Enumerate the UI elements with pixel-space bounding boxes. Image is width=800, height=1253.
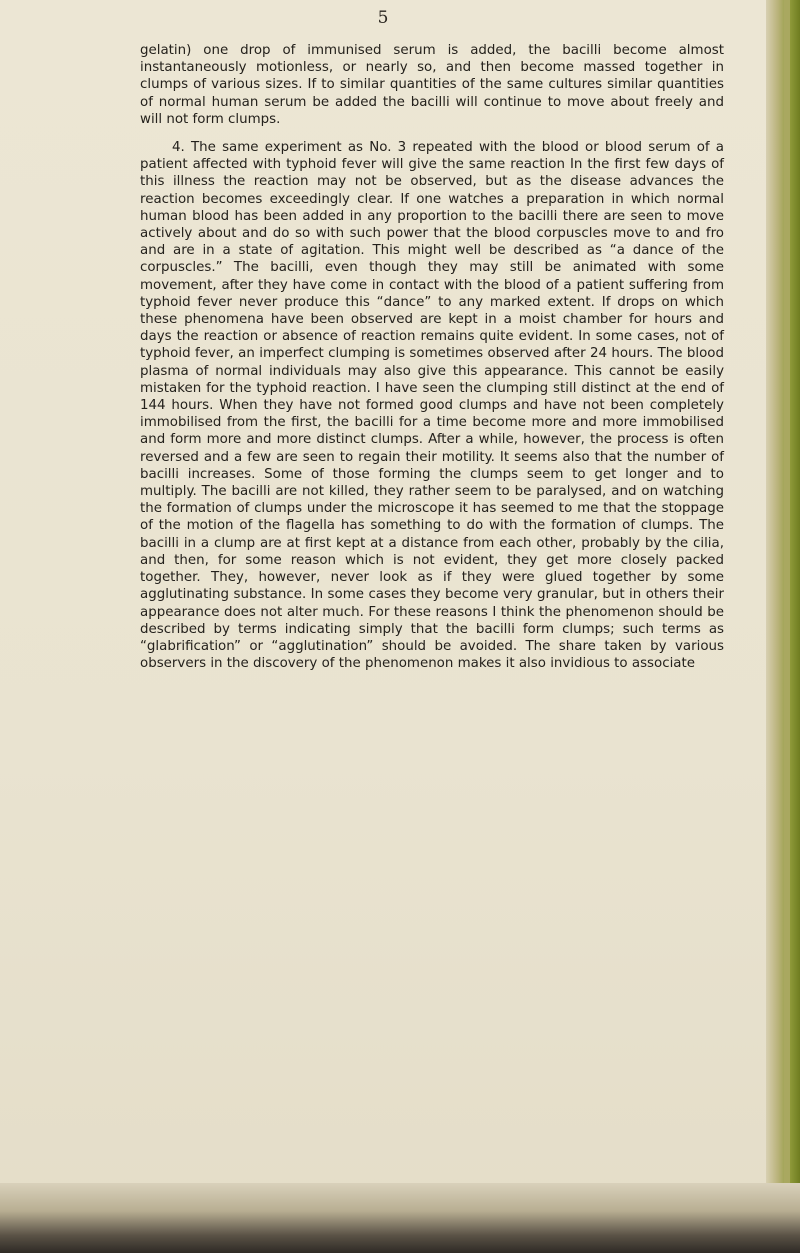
- page-edge-stripe: [784, 0, 790, 1253]
- paragraph-continuation: gelatin) one drop of immunised serum is added, the bacilli become almost instantaneously motionless, or nearly so, and then become massed together in clumps of various sizes. If to similar quantities of the same cultures similar quantities of normal human serum be added the bacilli will continue to move about freely and will not form clumps.: [140, 43, 724, 127]
- page-number: 5: [377, 8, 389, 28]
- page-edge-binding: [766, 0, 800, 1253]
- paragraph-experiment-4: 4. The same experiment as No. 3 repeated with the blood or blood serum of a patient affected with typhoid fever will give the same reaction In the first few days of this illness the reaction may not be observed, but as the disease advances the reaction becomes exceedingly clear. If one watches a preparation in which normal human blood has been added in any proportion to the bacilli there are seen to move actively about and do so with such power that the blood corpuscles move to and fro and are in a state of agitation. This might well be described as “a dance of the corpuscles.” The bacilli, even though they may still be animated with some movement, after they have come in contact with the blood of a patient suffering from typhoid fever never produce this “dance” to any marked extent. If drops on which these phenomena have been observed are kept in a moist chamber for hours and days the reaction or absence of reaction remains quite evident. In some cases, not of typhoid fever, an imperfect clumping is sometimes observed after 24 hours. The blood plasma of normal individuals may also give this appearance. This cannot be easily mistaken for the typhoid reaction. I have seen the clumping still distinct at the end of 144 hours. When they have not formed good clumps and have not been completely immobilised from the first, the bacilli for a time become more and more immobilised and form more and more distinct clumps. After a while, however, the process is often reversed and a few are seen to regain their motility. It seems also that the number of bacilli increases. Some of those forming the clumps seem to get longer and to multiply. The bacilli are not killed, they rather seem to be paralysed, and on watching the formation of clumps under the microscope it has seemed to me that the stoppage of the motion of the flagella has something to do with the formation of clumps. The bacilli in a clump are at first kept at a distance from each other, probably by the cilia, and then, for some reason which is not evident, they get more closely packed together. They, however, never look as if they were glued together by some agglutinating substance. In some cases they become very granular, but in others their appearance does not alter much. For these reasons I think the phenomenon should be described by terms indicating simply that the bacilli form clumps; such terms as “glabrification” or “agglutination” should be avoided. The share taken by various observers in the discovery of the phenomenon makes it also invidious to associate: [140, 140, 724, 672]
- body-text: [140, 42, 724, 672]
- page-bottom-shadow: [0, 1183, 800, 1253]
